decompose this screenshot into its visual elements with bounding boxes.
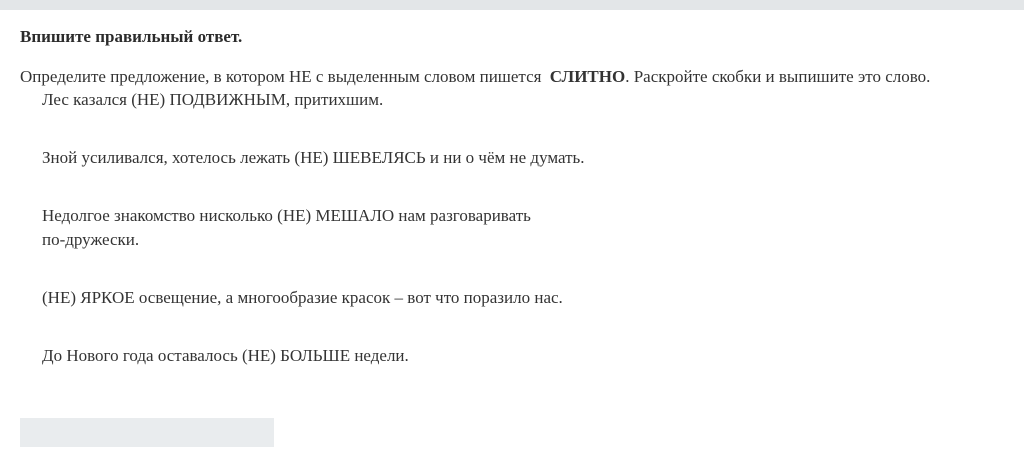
sentence-list bbox=[42, 88, 1010, 368]
sentence-3-text-line1: Недолгое знакомство нисколько (НЕ) МЕШАЛО нам разговаривать bbox=[42, 206, 531, 225]
top-bar bbox=[0, 0, 1024, 10]
sentence-1 bbox=[42, 88, 1010, 112]
task-text bbox=[20, 66, 1010, 88]
sentence-2-text: Зной усиливался, хотелось лежать (НЕ) ШЕВЕЛЯСЬ и ни о чём не думать. bbox=[42, 148, 585, 167]
answer-input[interactable] bbox=[20, 418, 274, 447]
sentence-5-text: До Нового года оставалось (НЕ) БОЛЬШЕ недели. bbox=[42, 346, 409, 365]
task-text-before: Определите предложение, в котором НЕ с выделенным словом пишется bbox=[20, 67, 546, 86]
sentence-3 bbox=[42, 204, 1010, 252]
instruction-text: Впишите правильный ответ. bbox=[20, 27, 243, 46]
question-container bbox=[20, 26, 1010, 368]
sentence-4 bbox=[42, 286, 1010, 310]
task-emphasis: СЛИТНО bbox=[549, 67, 626, 86]
sentence-5 bbox=[42, 344, 1010, 368]
sentence-2 bbox=[42, 146, 1010, 170]
task-text-after: . Раскройте скобки и выпишите это слово. bbox=[625, 67, 931, 86]
sentence-1-text: Лес казался (НЕ) ПОДВИЖНЫМ, притихшим. bbox=[42, 90, 384, 109]
sentence-3-text-line2: по-дружески. bbox=[42, 230, 140, 249]
sentence-4-text: (НЕ) ЯРКОЕ освещение, а многообразие красок – вот что поразило нас. bbox=[42, 288, 563, 307]
